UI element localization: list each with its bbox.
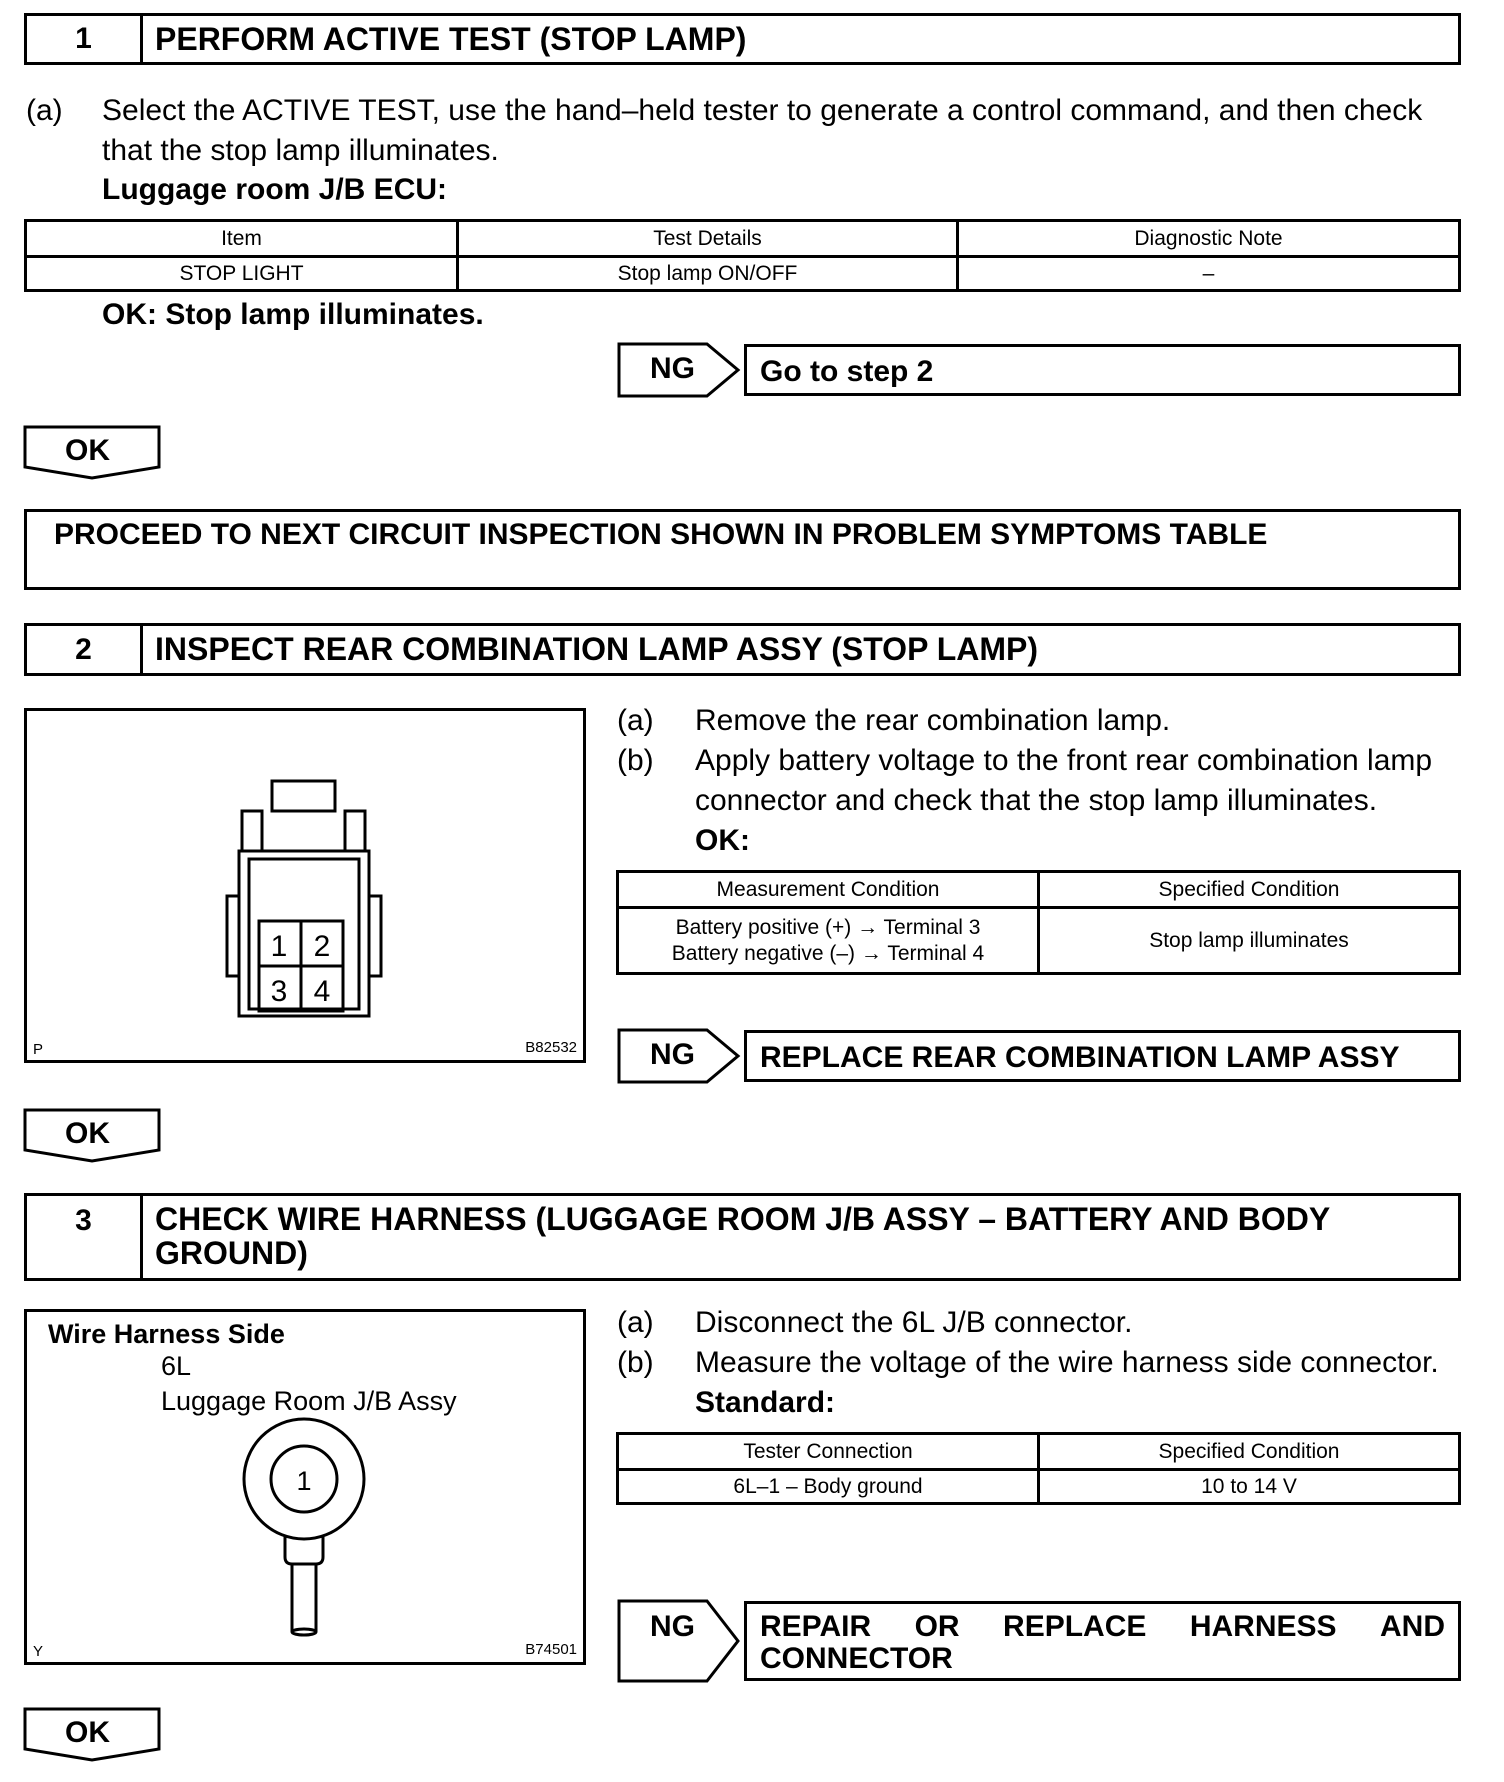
step1-td-test-details: Stop lamp ON/OFF [458,257,958,291]
step1-subheading: Luggage room J/B ECU: [102,173,448,206]
step2-figure-corner-left: P [33,1041,44,1058]
pin-3-label: 3 [270,975,288,1008]
step3-item-b-marker: (b) [617,1346,654,1379]
step3-ng-word-or: OR [914,1610,960,1643]
step1-th-item: Item [26,221,458,257]
step2-table [616,870,1461,975]
step1-ok-text: OK: Stop lamp illuminates. [102,298,484,331]
step2-ok-heading: OK: [695,824,750,857]
step2-figure-corner-right: B82532 [525,1039,577,1056]
step3-ok-label: OK [65,1716,110,1749]
step3-standard-heading: Standard: [695,1386,836,1419]
pin-1-label: 1 [270,930,288,963]
step2-ng-label: NG [650,1038,695,1071]
step1-ng-action-box [744,344,1461,396]
step2-item-b-line1: Apply battery voltage to the front rear combination lamp [695,744,1433,777]
step1-item-a-line2: that the stop lamp illuminates. [102,134,499,167]
step3-title [143,1196,1458,1278]
step3-figure-connector-code: 6L [161,1351,192,1381]
step1-td-diagnostic-note: – [958,257,1460,291]
step3-title-line1: CHECK WIRE HARNESS (LUGGAGE ROOM J/B ASSY – BATTERY AND BODY [155,1201,1331,1237]
step3-ng-label: NG [650,1610,695,1643]
step2-td-measurement-line1: Battery positive (+) → Terminal 3 [675,915,981,939]
step3-title-line2: GROUND) [155,1235,308,1271]
step2-th-measurement: Measurement Condition [618,872,1039,908]
step2-title: INSPECT REAR COMBINATION LAMP ASSY (STOP LAMP) [155,631,1039,667]
step3-table [616,1432,1461,1505]
step1-ng-action-text: Go to step 2 [760,355,934,388]
step1-header [24,13,1461,65]
step3-header [24,1193,1461,1281]
step2-header [24,623,1461,676]
step3-figure [24,1309,586,1665]
step2-item-b-line2: connector and check that the stop lamp illuminates. [695,784,1378,817]
pin-2-label: 2 [313,930,331,963]
pin-4-label: 4 [313,975,331,1008]
step2-ok-label: OK [65,1117,110,1150]
step2-item-b-marker: (b) [617,744,654,777]
step3-figure-corner-right: B74501 [525,1641,577,1658]
step1-th-test-details: Test Details [458,221,958,257]
step3-ng-word-and: AND [1380,1610,1445,1643]
proceed-text: PROCEED TO NEXT CIRCUIT INSPECTION SHOWN IN PROBLEM SYMPTOMS TABLE [54,518,1268,551]
step1-ng-label: NG [650,352,695,385]
step2-number: 2 [27,626,143,673]
step2-td-measurement-line2: Battery negative (–) → Terminal 4 [671,941,985,965]
step1-th-diagnostic-note: Diagnostic Note [958,221,1460,257]
step1-table [24,219,1461,292]
step2-item-a-text: Remove the rear combination lamp. [695,704,1171,737]
step2-ng-action-text: REPLACE REAR COMBINATION LAMP ASSY [760,1041,1400,1074]
step2-item-a-marker: (a) [617,704,654,737]
step2-td-measurement [618,908,1039,974]
step3-ng-action-line2: CONNECTOR [760,1642,953,1675]
step3-td-tester-connection: 6L–1 – Body ground [618,1470,1039,1504]
step3-item-a-marker: (a) [617,1306,654,1339]
step3-td-specified: 10 to 14 V [1039,1470,1460,1504]
step3-ng-action-box [744,1601,1461,1681]
step1-number: 1 [27,16,143,62]
step2-ng-action-box [744,1030,1461,1082]
step1-ok-label: OK [65,434,110,467]
step2-figure [24,708,586,1063]
step3-figure-connector-name: Luggage Room J/B Assy [161,1386,457,1416]
step3-th-specified: Specified Condition [1039,1434,1460,1470]
ring-pin-1-label: 1 [296,1466,312,1496]
ring-terminal-diagram [27,1312,583,1662]
step1-title: PERFORM ACTIVE TEST (STOP LAMP) [155,21,747,57]
step1-td-item: STOP LIGHT [26,257,458,291]
step2-td-specified: Stop lamp illuminates [1039,908,1460,974]
step3-ng-word-harness: HARNESS [1189,1610,1337,1643]
step3-ng-word-repair: REPAIR [760,1610,872,1643]
connector-4pin-diagram [27,711,583,1060]
step3-number: 3 [27,1196,143,1278]
step1-item-a-line1: Select the ACTIVE TEST, use the hand–held tester to generate a control command, and then check [102,94,1423,127]
step3-figure-corner-left: Y [33,1643,44,1660]
proceed-box [24,509,1461,590]
step3-ng-word-replace: REPLACE [1003,1610,1147,1643]
step3-item-b-text: Measure the voltage of the wire harness side connector. [695,1346,1439,1379]
step3-figure-heading: Wire Harness Side [48,1319,285,1349]
step3-ng-action-line1 [760,1610,1445,1644]
step2-th-specified: Specified Condition [1039,872,1460,908]
step3-th-tester-connection: Tester Connection [618,1434,1039,1470]
step3-item-a-text: Disconnect the 6L J/B connector. [695,1306,1133,1339]
step1-item-a-marker: (a) [26,94,63,127]
